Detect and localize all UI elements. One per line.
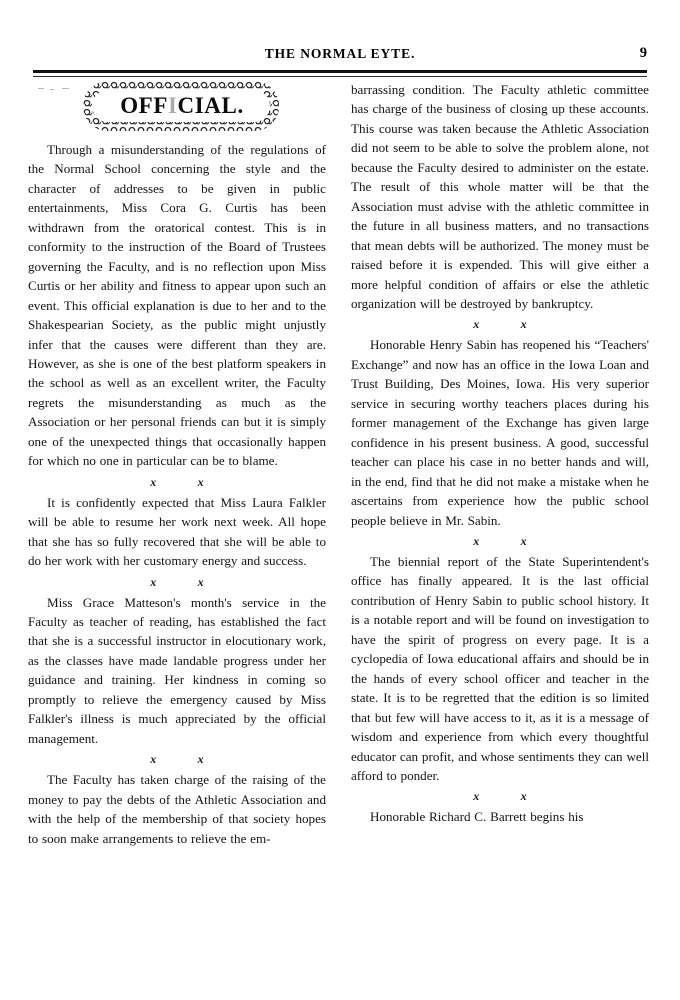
section-title-part-1: OFF xyxy=(120,93,168,118)
section-title-part-2: CIAL. xyxy=(177,93,244,118)
paragraph: The biennial report of the State Superintendent's office has finally appeared. It is the last official contribution of Henry Sabin to public school history. It is a notable report and will be found on investigation to have the spirit of progress on every page. It is a cyclopedia of Iowa educational affairs and should be in the hands of every school officer and teacher in the state. It is to be regretted that the edition is so limited that but few will have access to it, as it is a message of wisdom and experience from which every thoughtful educator can profit, and whose sentiments they can well afford to ponder. xyxy=(351,553,649,783)
section-divider-ornament: x x xyxy=(473,533,546,548)
section-divider-ornament: x x xyxy=(150,574,223,589)
page-number: 9 xyxy=(639,45,647,61)
header-rule-thick xyxy=(33,70,647,73)
column-left xyxy=(28,82,326,848)
section-divider-ornament: x x xyxy=(150,752,223,767)
running-head xyxy=(33,46,647,66)
section-title-faded-letter: I xyxy=(167,93,178,118)
headpiece-spacer xyxy=(28,82,326,140)
paragraph: barrassing condition. The Faculty athletic committee has charge of the business of closing up these accounts. This course was taken because the Athletic Association did not seem to be able to solve the problem alone, not because the Faculty desired to administer on the estate. The result of this whole matter will be that the Association must advise with the athletic committee in the future in all business matters, and no transactions that mean debts will be authorized. The money must be raised before it is expended. This will give either a more helpful condition of affairs or else the athletic organization will be destroyed by bankruptcy. xyxy=(351,82,649,311)
paragraph: Honorable Richard C. Barrett begins his xyxy=(369,809,584,825)
paragraph: Miss Grace Matteson's month's service in the Faculty as teacher of reading, has established the fact that she is a successful instructor in elocutionary work, as the classes have made landable progress under her guidance and training. Her kindness in coming so promptly to relieve the emergency caused by Miss Falkler's illness is much appreciated by the official management. xyxy=(28,594,326,746)
section-divider-ornament: x x xyxy=(473,789,546,804)
column-right xyxy=(351,80,649,827)
paragraph: The Faculty has taken charge of the raising of the money to pay the debts of the Athletic Association and with the help of the membership of that society hopes to soon make arrangements to relieve the em- xyxy=(28,772,326,846)
paragraph: Honorable Henry Sabin has reopened his “Teachers' Exchange” and now has an office in the Iowa Loan and Trust Building, Des Moines, Iowa. His very superior service in securing worthy teachers places during his former management of the Exchange has given large confidence in his present business. A good, successful teacher can place his case in no better hands and will, in the end, find that he did not make a mistake when he ascertains from experience how the public school people believe in Mr. Sabin. xyxy=(351,337,649,528)
publication-title: THE NORMAL EYTE. xyxy=(264,46,416,61)
header-rule-thin xyxy=(33,76,647,77)
section-divider-ornament: x x xyxy=(473,317,546,332)
section-divider-ornament: x x xyxy=(150,474,223,489)
paragraph: It is confidently expected that Miss Laura Falkler will be able to resume her work next week. All hope that she has so fully recovered that she will be able to do her work with her customary energy and success. xyxy=(28,494,326,569)
paragraph: Through a misunderstanding of the regulations of the Normal School concerning the style and the character of addresses to be given in public entertainments, Miss Cora G. Curtis has been withdrawn from the oratorical contest. This is in conformity to the instruction of the Board of Trustees governing the Faculty, and is no reflection upon Miss Curtis or her ability and fitness to appear upon such an event. This official explanation is due to her and to the Shakespearian Society, as the public might unjustly infer that the causes were different than they are. However, as she is one of the best platform speakers in the school as well as an excellent writer, the Faculty regrets the misunderstanding as much as the Association or her personal friends can but it is simply one of the unexpected things that occasionally happen for which no one in particular can be to blame. xyxy=(28,142,326,469)
